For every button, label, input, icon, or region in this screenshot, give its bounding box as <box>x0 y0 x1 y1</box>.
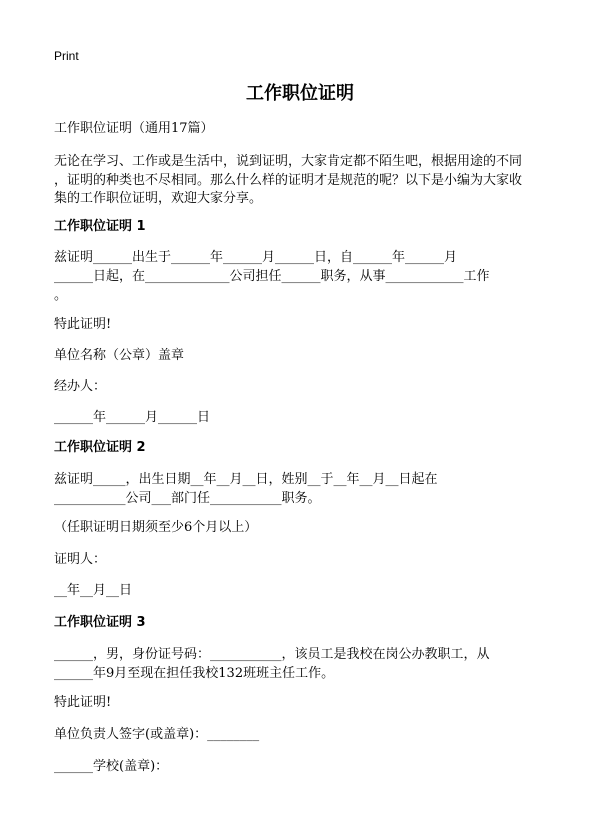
intro-paragraph-line-2: ，证明的种类也不尽相同。那么什么样的证明才是规范的呢？以下是小编为大家收 <box>54 173 523 188</box>
section-1-unit: 单位名称（公章）盖章 <box>54 348 185 363</box>
section-2-heading: 工作职位证明 2 <box>54 440 146 455</box>
section-1-line-3: 。 <box>54 288 68 303</box>
section-3-signature: 单位负责人签字(或盖章)：________ <box>54 727 260 742</box>
section-1-heading: 工作职位证明 1 <box>54 219 146 234</box>
section-3-line-2: ______年9月至现在担任我校132班班主任工作。 <box>54 666 335 681</box>
section-2-date: __年__月__日 <box>54 583 133 598</box>
section-3-school: ______学校(盖章)： <box>54 759 169 774</box>
section-1-handler: 经办人： <box>54 379 107 394</box>
section-2-line-1: 兹证明_____，出生日期__年__月__日，姓别__于__年__月__日起在 <box>54 472 438 487</box>
section-2-witness: 证明人： <box>54 552 107 567</box>
section-3-heading: 工作职位证明 3 <box>54 615 146 630</box>
intro-paragraph-line-3: 集的工作职位证明，欢迎大家分享。 <box>54 191 263 206</box>
section-1-special: 特此证明! <box>54 317 112 332</box>
section-1-line-1: 兹证明______出生于______年______月______日，自______年______月 <box>54 250 458 265</box>
intro-subtitle: 工作职位证明（通用17篇） <box>54 121 214 136</box>
section-3-special: 特此证明! <box>54 695 112 710</box>
section-2-line-2: ___________公司___部门任___________职务。 <box>54 491 321 506</box>
section-1-line-2: ______日起，在_____________公司担任______职务，从事____________工作 <box>54 269 490 284</box>
intro-paragraph-line-1: 无论在学习、工作或是生活中，说到证明，大家肯定都不陌生吧，根据用途的不同 <box>54 154 523 169</box>
section-2-note: （任职证明日期须至少6个月以上） <box>54 520 258 535</box>
section-1-date: ______年______月______日 <box>54 410 211 425</box>
page-title: 工作职位证明 <box>246 83 354 104</box>
section-3-line-1: ______，男，身份证号码：___________，该员工是我校在岗公办教职工，从 <box>54 647 490 662</box>
print-label[interactable]: Print <box>54 49 79 63</box>
